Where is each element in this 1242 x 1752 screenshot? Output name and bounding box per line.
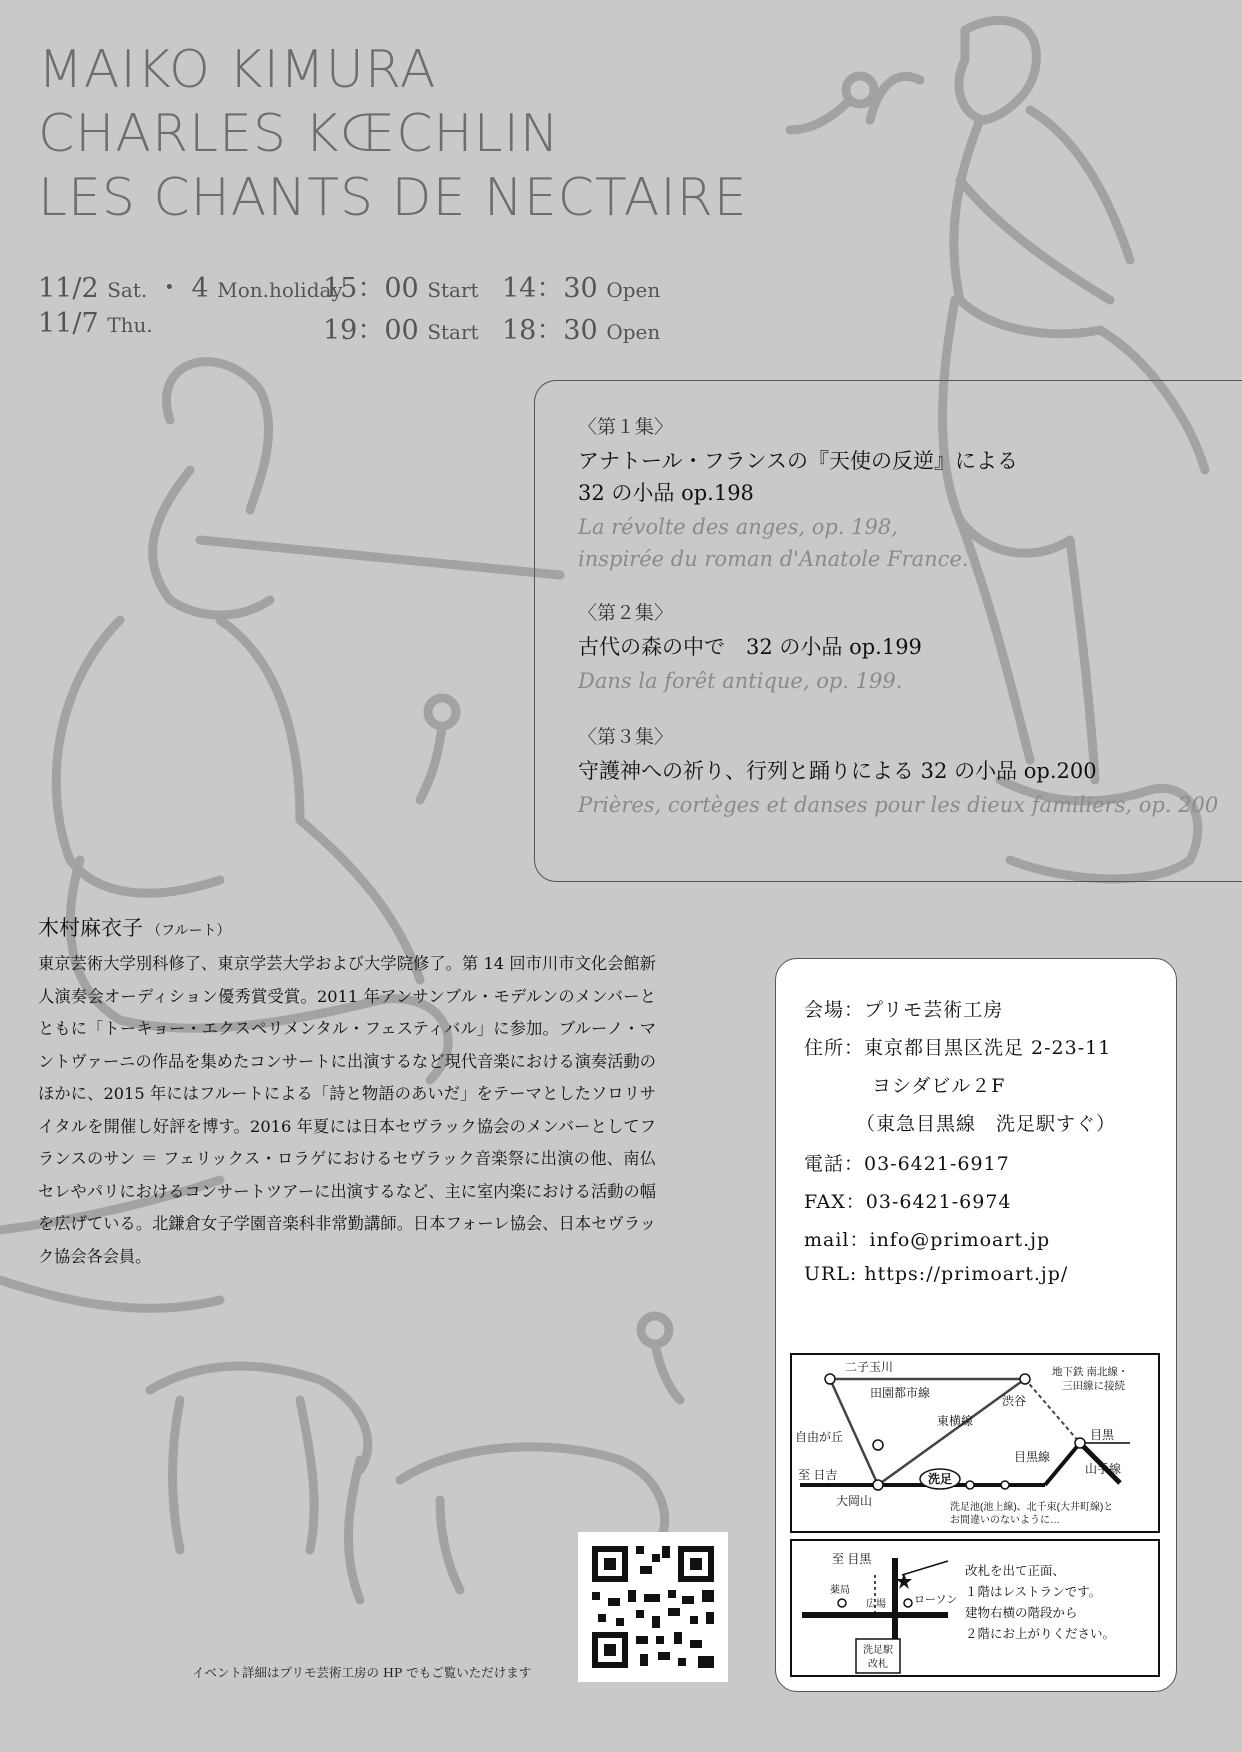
svg-text:お間違いのないように…: お間違いのないように… xyxy=(950,1515,1060,1526)
svg-text:改札: 改札 xyxy=(868,1659,888,1670)
svg-text:二子玉川: 二子玉川 xyxy=(845,1360,894,1374)
venue-fax: FAX：03-6421-6974 xyxy=(804,1191,1012,1213)
japanese-title: 古代の森の中で 32 の小品 op.199 xyxy=(578,635,922,659)
japanese-title: アナトール・フランスの『天使の反逆』による 32 の小品 op.198 xyxy=(578,449,1018,505)
svg-text:大岡山: 大岡山 xyxy=(836,1494,873,1508)
start-label: Start xyxy=(427,278,479,302)
svg-text:ローソン: ローソン xyxy=(914,1594,958,1606)
date-2: 4 xyxy=(191,273,209,304)
start-time: 19：00 xyxy=(323,315,419,346)
svg-text:目黒線: 目黒線 xyxy=(1014,1450,1051,1464)
french-title: Dans la forêt antique, op. 199. xyxy=(578,669,903,693)
day: Thu. xyxy=(107,313,153,337)
title-composer: CHARLES KŒCHLIN xyxy=(38,104,560,164)
svg-text:渋谷: 渋谷 xyxy=(1002,1394,1027,1408)
svg-text:自由が丘: 自由が丘 xyxy=(795,1430,844,1444)
event-footnote: イベント詳細はプリモ芸術工房の HP でもご覧いただけます xyxy=(192,1665,532,1680)
svg-text:２階にお上がりください。: ２階にお上がりください。 xyxy=(965,1627,1116,1641)
open-label: Open xyxy=(606,278,661,302)
date: 11/7 xyxy=(38,308,99,339)
program-volume-1 xyxy=(578,412,1218,575)
french-title: La révolte des anges, op. 198, inspirée du roman d'Anatole France. xyxy=(578,515,969,571)
svg-text:洗足池(池上線)、北千束(大井町線)と: 洗足池(池上線)、北千束(大井町線)と xyxy=(950,1502,1114,1513)
svg-text:至 目黒: 至 目黒 xyxy=(832,1552,872,1566)
venue-url[interactable]: URL: https://primoart.jp/ xyxy=(804,1263,1069,1285)
svg-text:至 日吉: 至 日吉 xyxy=(798,1468,838,1482)
volume-label: 〈第２集〉 xyxy=(578,602,674,624)
open-label: Open xyxy=(606,320,661,344)
venue-address: 住所：東京都目黒区洗足 2-23-11 xyxy=(804,1037,1112,1059)
svg-text:改札を出て正面、: 改札を出て正面、 xyxy=(965,1564,1066,1578)
start-label: Start xyxy=(427,320,479,344)
title-performer: MAIKO KIMURA xyxy=(38,40,437,100)
svg-text:東横線: 東横線 xyxy=(937,1414,974,1428)
day-2: Mon.holiday xyxy=(217,278,343,302)
french-title: Prières, cortèges et danses pour les dieux familiers, op. 200 xyxy=(578,793,1219,817)
qr-code[interactable] xyxy=(578,1532,728,1682)
performer-biography: 東京芸術大学別科修了、東京学芸大学および大学院修了。第 14 回市川市文化会館新人演奏会オーディション優秀賞受賞。2011 年アンサンブル・モデルンのメンバーとともに「トーキョー・エクスペリメンタル・フェスティバル」に参加。ブルーノ・マントヴァーニの作品を集めたコンサートに出演するなど現代音楽における演奏活動のほかに、2015 年にはフルートによる「詩と物語のあいだ」をテーマとしたソロリサイタルを開催し好評を博す。2016 年夏には日本セヴラック協会のメンバーとしてフランスのサン ＝ フェリックス・ロラゲにおけるセヴラック音楽祭に出演の他、南仏セレやパリにおけるコンサートツアーに出演するなど、主に室内楽における活動の幅を広げている。北鎌倉女子学園音楽科非常勤講師。日本フォーレ協会、日本セヴラック協会各会員。 xyxy=(38,954,656,1266)
qr-code-pattern xyxy=(578,1532,728,1682)
venue-star-icon xyxy=(896,1573,912,1589)
title-work: LES CHANTS DE NECTAIRE xyxy=(38,168,748,228)
volume-label: 〈第３集〉 xyxy=(578,726,674,748)
svg-text:地下鉄 南北線・: 地下鉄 南北線・ xyxy=(1052,1366,1129,1378)
svg-text:薬局: 薬局 xyxy=(830,1585,850,1596)
venue-station: （東急目黒線 洗足駅すぐ） xyxy=(856,1113,1117,1135)
open-time: 14：30 xyxy=(502,273,598,304)
japanese-title: 守護神への祈り、行列と踊りによる 32 の小品 op.200 xyxy=(578,759,1097,783)
performer-role: （フルート） xyxy=(147,923,231,939)
svg-text:目黒: 目黒 xyxy=(1090,1428,1115,1442)
svg-text:洗足: 洗足 xyxy=(927,1472,953,1486)
svg-text:山手線: 山手線 xyxy=(1085,1462,1122,1476)
svg-text:広場: 広場 xyxy=(866,1599,886,1610)
svg-text:洗足駅: 洗足駅 xyxy=(863,1645,893,1656)
svg-text:三田線に接続: 三田線に接続 xyxy=(1062,1380,1125,1392)
date: 11/2 xyxy=(38,273,99,304)
svg-text:田園都市線: 田園都市線 xyxy=(870,1386,931,1400)
open-time: 18：30 xyxy=(502,315,598,346)
performer-name: 木村麻衣子 （フルート） xyxy=(38,916,231,940)
start-time: 15：00 xyxy=(323,273,419,304)
separator: ・ xyxy=(155,273,183,304)
access-map xyxy=(790,1353,1160,1678)
venue-info-card xyxy=(775,958,1177,1692)
day: Sat. xyxy=(107,278,148,302)
venue-tel: 電話：03-6421-6917 xyxy=(804,1153,1010,1175)
concert-title xyxy=(38,38,748,230)
volume-label: 〈第１集〉 xyxy=(578,416,674,438)
venue-name: 会場：プリモ芸術工房 xyxy=(804,999,1004,1021)
venue-mail[interactable]: mail：info@primoart.jp xyxy=(804,1229,1051,1251)
program-volume-2 xyxy=(578,598,1218,697)
venue-building: ヨシダビル２F xyxy=(872,1075,1006,1097)
svg-text:１階はレストランです。: １階はレストランです。 xyxy=(965,1585,1102,1599)
svg-text:建物右横の階段から: 建物右横の階段から xyxy=(965,1606,1078,1620)
program-volume-3 xyxy=(578,722,1218,821)
